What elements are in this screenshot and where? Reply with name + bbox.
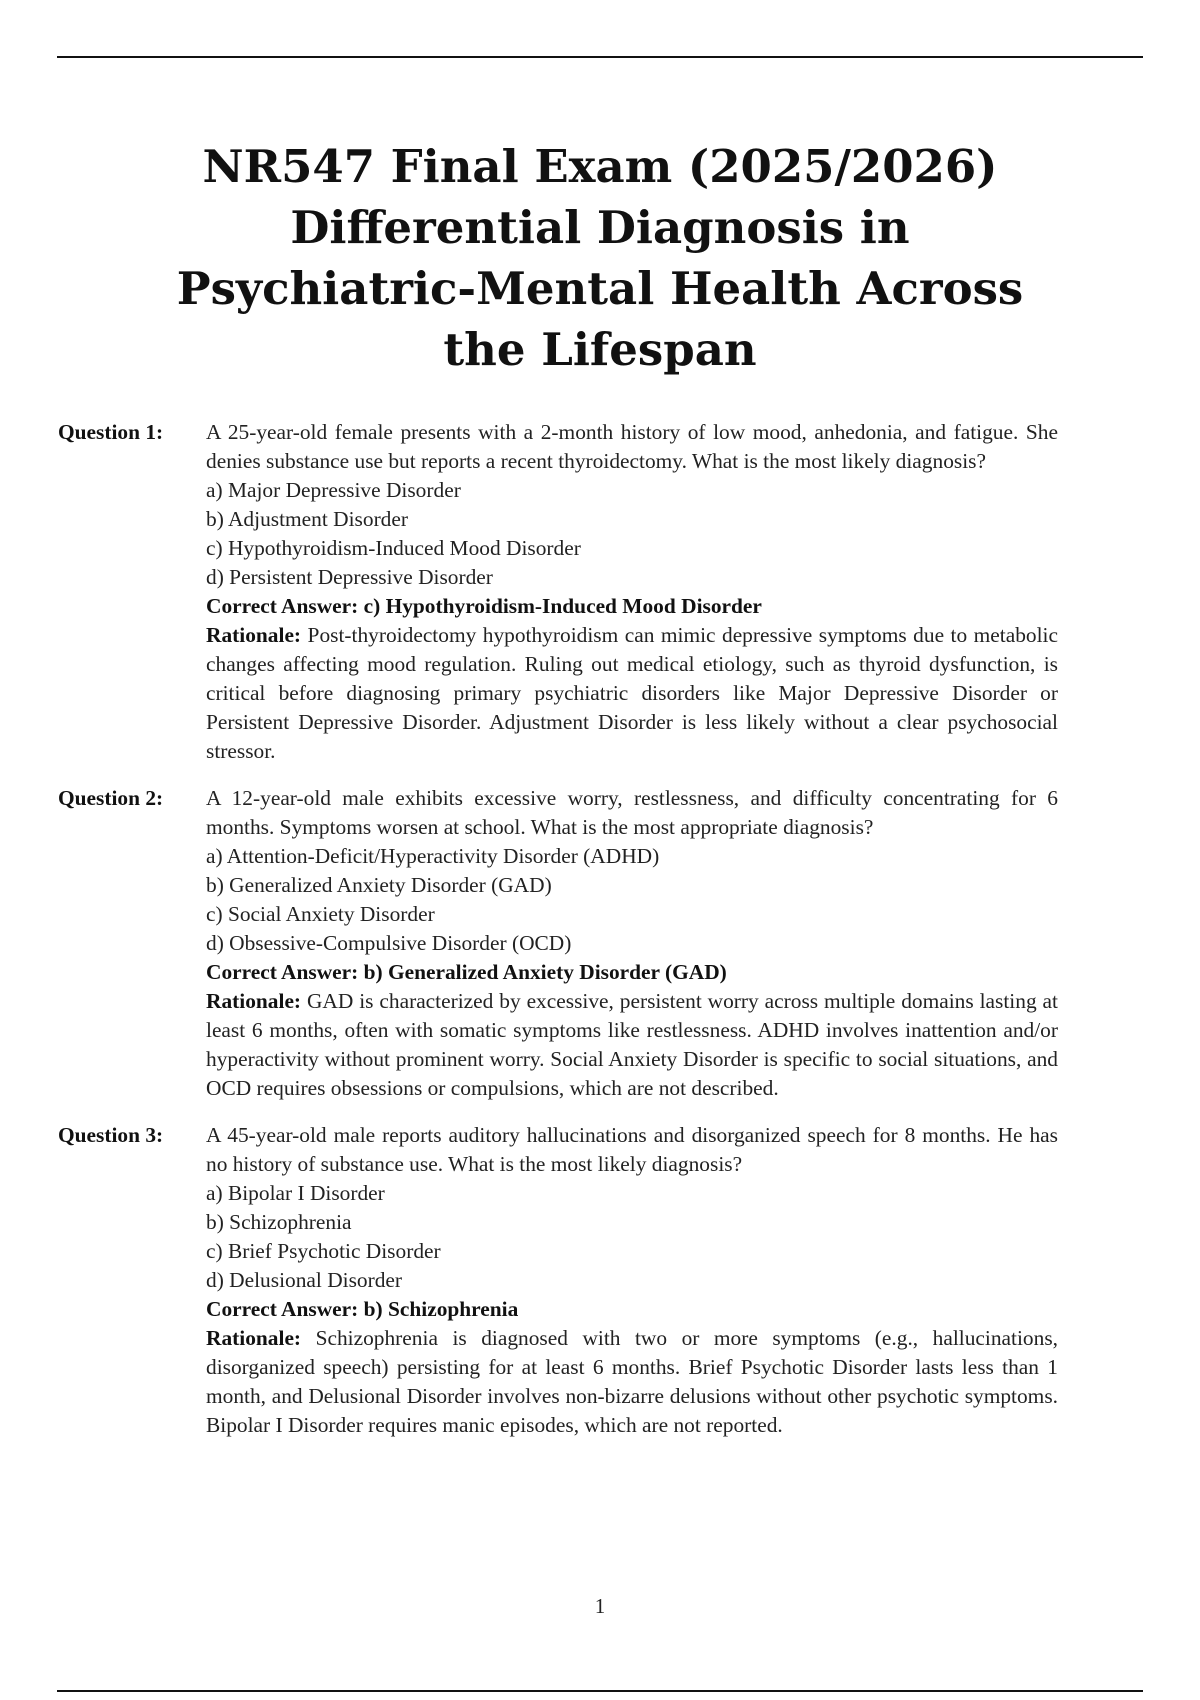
question-list (58, 418, 1058, 1458)
rationale-text: GAD is characterized by excessive, persistent worry across multiple domains lasting at least 6 months, often with somatic symptoms like restlessness. ADHD involves inattention and/or hyperactivity without prominent worry. Social Anxiety Disorder is specific to social situations, and OCD requires obsessions or compulsions, which are not described. (206, 989, 1058, 1100)
correct-answer: Correct Answer: c) Hypothyroidism-Induced Mood Disorder (206, 594, 762, 618)
rationale (206, 1324, 1058, 1440)
page-number: 1 (594, 1594, 606, 1618)
option-c: c) Hypothyroidism-Induced Mood Disorder (206, 536, 581, 560)
question-2 (58, 784, 1058, 1103)
option-list (206, 842, 1058, 958)
question-label: Question 2: (58, 786, 164, 810)
option-a: a) Bipolar I Disorder (206, 1181, 385, 1205)
question-label: Question 3: (58, 1123, 164, 1147)
top-rule (57, 56, 1143, 58)
question-stem: A 25-year-old female presents with a 2-month history of low mood, anhedonia, and fatigue. She denies substance use but reports a recent thyroidectomy. What is the most likely diagnosis? (206, 420, 1058, 473)
option-b: b) Generalized Anxiety Disorder (GAD) (206, 873, 552, 897)
question-stem: A 12-year-old male exhibits excessive worry, restlessness, and difficulty concentrating for 6 months. Symptoms worsen at school. What is the most appropriate diagnosis? (206, 786, 1058, 839)
option-c: c) Brief Psychotic Disorder (206, 1239, 441, 1263)
document-title: NR547 Final Exam (2025/2026) Differential Diagnosis in Psychiatric-Mental Health Across the Lifespan (176, 140, 1024, 376)
option-list (206, 476, 1058, 592)
option-a: a) Attention-Deficit/Hyperactivity Disorder (ADHD) (206, 844, 660, 868)
rationale-label: Rationale: (206, 1326, 302, 1350)
rationale-text: Post-thyroidectomy hypothyroidism can mimic depressive symptoms due to metabolic changes affecting mood regulation. Ruling out medical etiology, such as thyroid dysfunction, is critical before diagnosing primary psychiatric disorders like Major Depressive Disorder or Persistent Depressive Disorder. Adjustment Disorder is less likely without a clear psychosocial stressor. (206, 623, 1058, 763)
correct-answer: Correct Answer: b) Schizophrenia (206, 1297, 519, 1321)
rationale-label: Rationale: (206, 623, 302, 647)
option-b: b) Adjustment Disorder (206, 507, 408, 531)
option-c: c) Social Anxiety Disorder (206, 902, 435, 926)
rationale (206, 621, 1058, 766)
option-d: d) Persistent Depressive Disorder (206, 565, 493, 589)
option-list (206, 1179, 1058, 1295)
bottom-rule (57, 1690, 1143, 1692)
question-stem: A 45-year-old male reports auditory hallucinations and disorganized speech for 8 months. He has no history of substance use. What is the most likely diagnosis? (206, 1123, 1058, 1176)
option-b: b) Schizophrenia (206, 1210, 352, 1234)
question-1 (58, 418, 1058, 766)
rationale-label: Rationale: (206, 989, 302, 1013)
option-d: d) Obsessive-Compulsive Disorder (OCD) (206, 931, 572, 955)
rationale (206, 987, 1058, 1103)
option-a: a) Major Depressive Disorder (206, 478, 461, 502)
correct-answer: Correct Answer: b) Generalized Anxiety Disorder (GAD) (206, 960, 727, 984)
question-3 (58, 1121, 1058, 1440)
question-label: Question 1: (58, 420, 164, 444)
option-d: d) Delusional Disorder (206, 1268, 403, 1292)
rationale-text: Schizophrenia is diagnosed with two or more symptoms (e.g., hallucinations, disorganized speech) persisting for at least 6 months. Brief Psychotic Disorder lasts less than 1 month, and Delusional Disorder involves non-bizarre delusions without other psychotic symptoms. Bipolar I Disorder requires manic episodes, which are not reported. (206, 1326, 1058, 1437)
